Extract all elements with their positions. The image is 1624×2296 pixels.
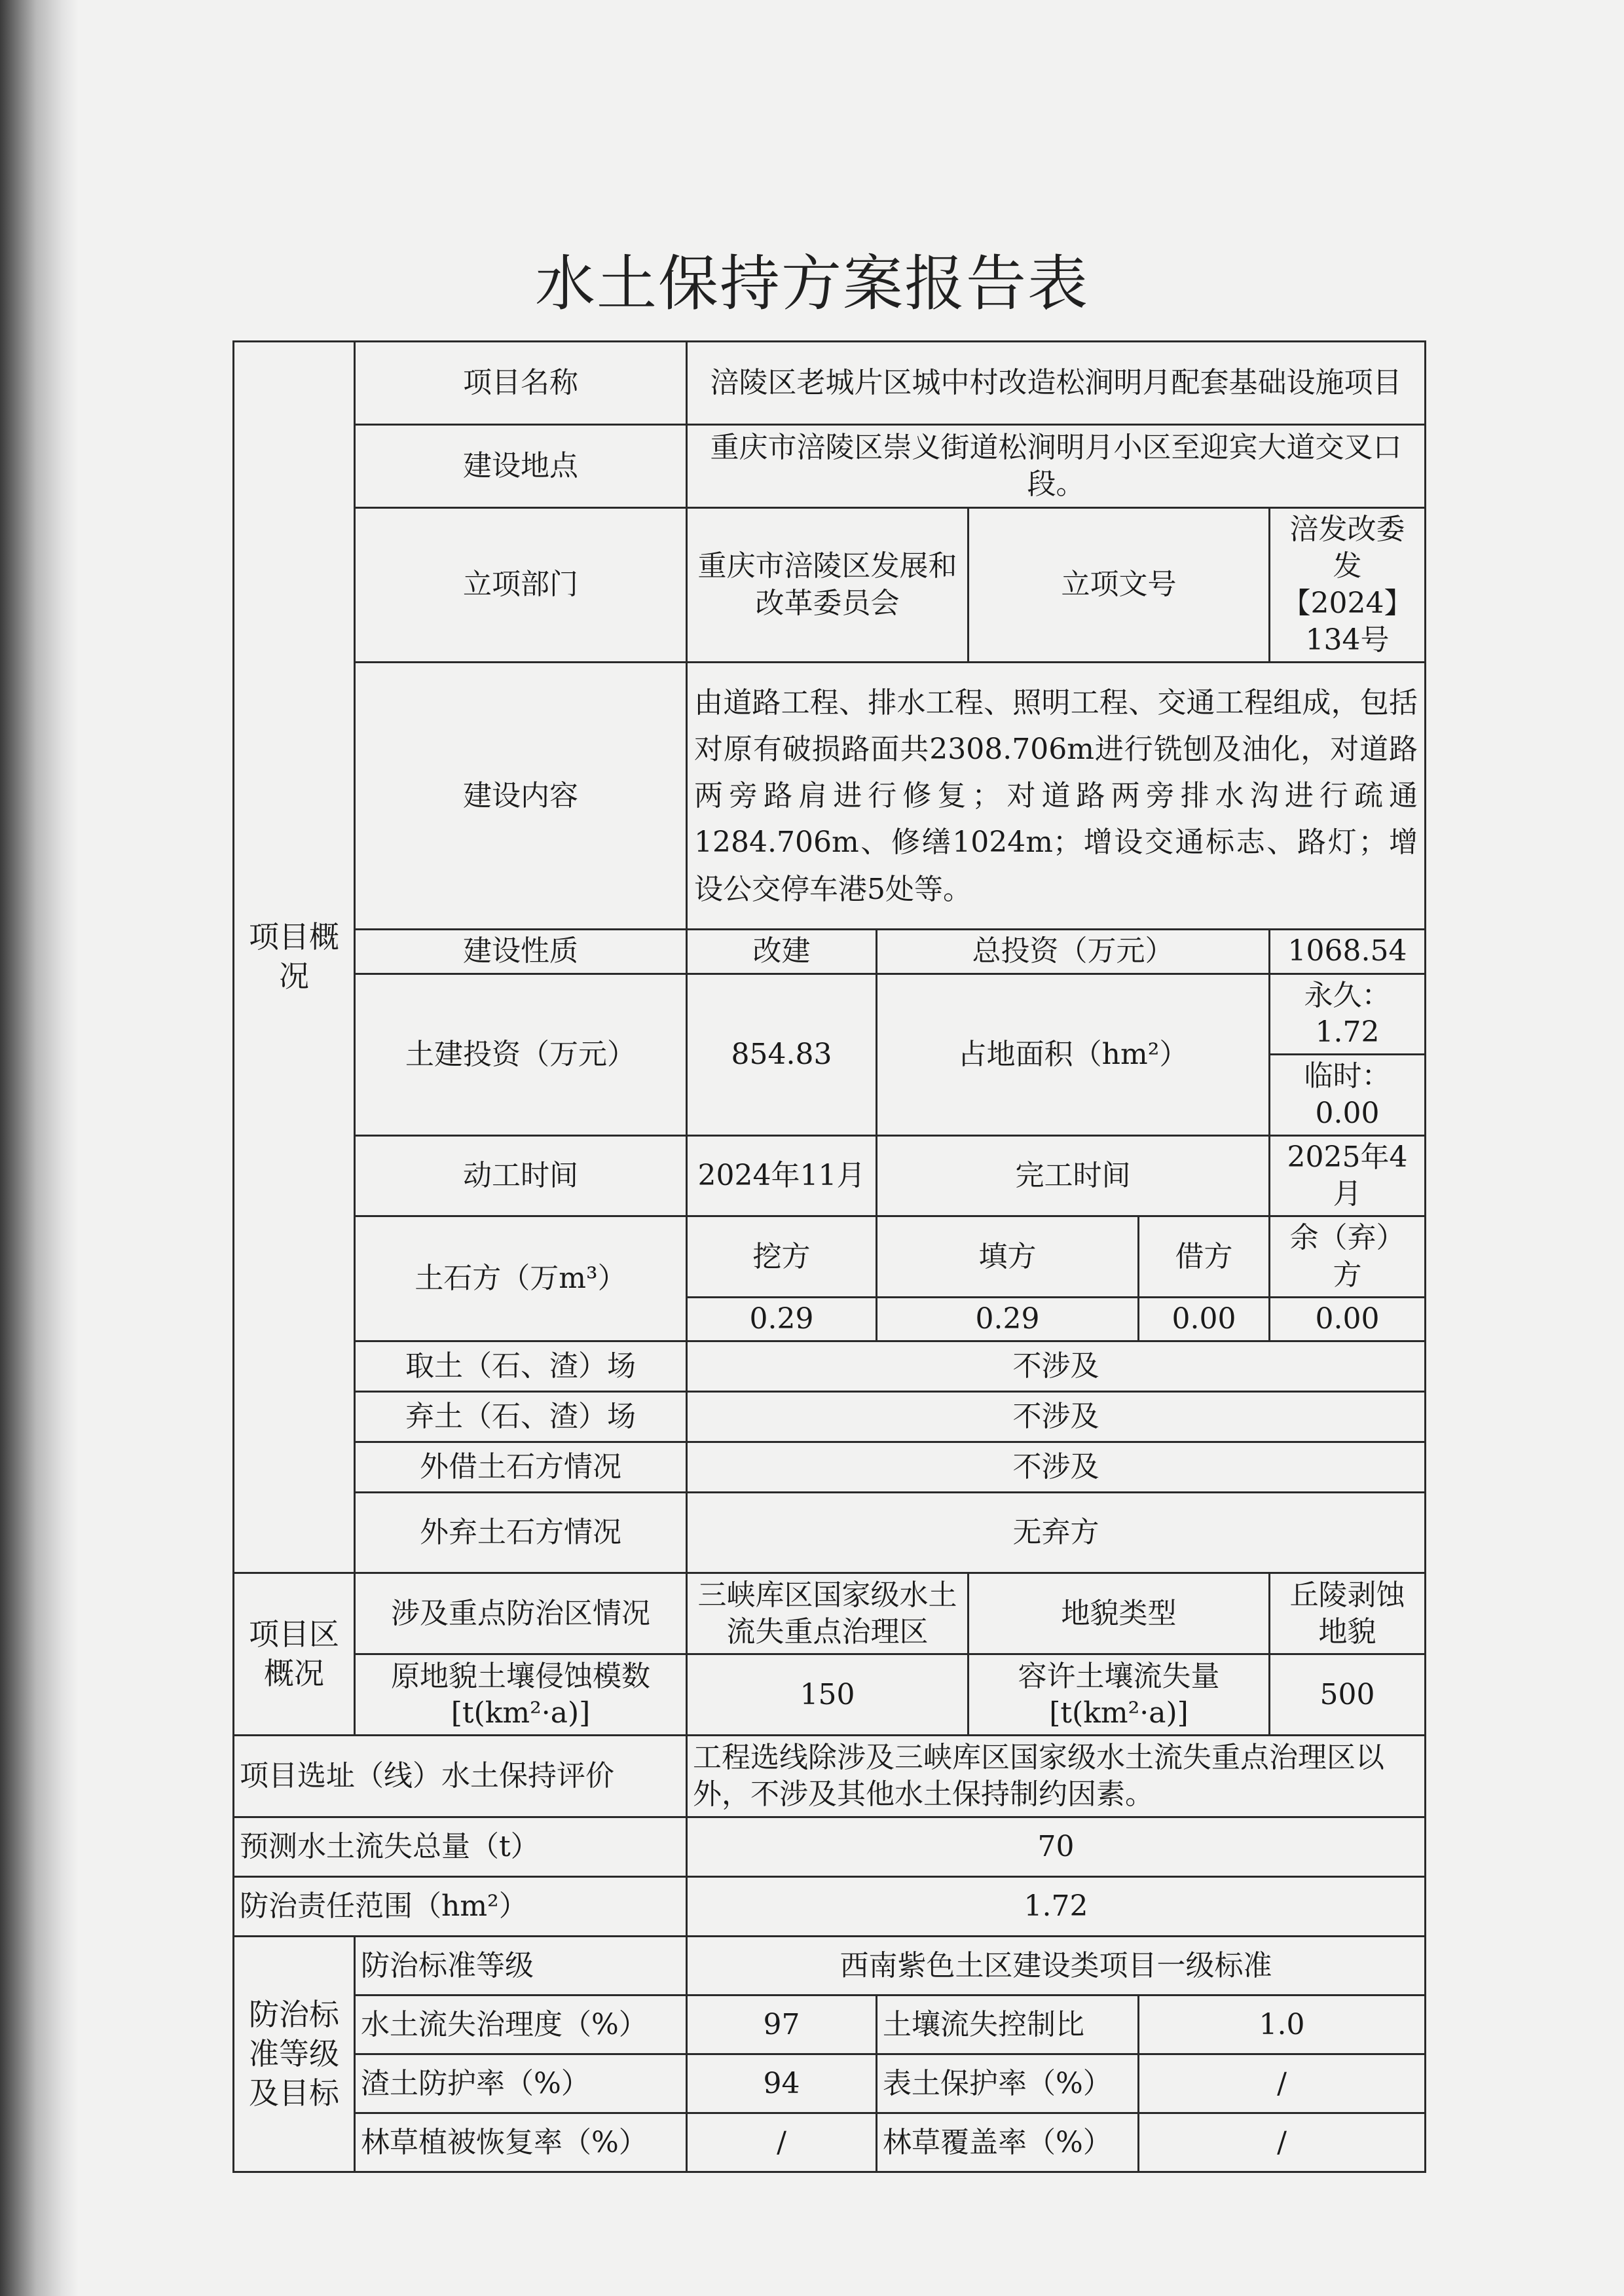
allow-label-line1: 容许土壤流失量 bbox=[1018, 1659, 1220, 1693]
row-site-eval bbox=[234, 1736, 1426, 1817]
category-overview: 项目概况 bbox=[234, 342, 355, 1573]
target-2b-label: 表土保护率（%） bbox=[877, 2054, 1139, 2113]
row-target-2 bbox=[234, 2054, 1426, 2113]
cut-label: 挖方 bbox=[687, 1216, 877, 1298]
end-value: 2025年4月 bbox=[1270, 1135, 1426, 1216]
std-label: 防治标准等级 bbox=[355, 1937, 687, 1995]
row-erosion bbox=[234, 1654, 1426, 1736]
row-loss bbox=[234, 1817, 1426, 1877]
allow-label-line2: [t(km²·a)] bbox=[1049, 1696, 1189, 1730]
row-target-3 bbox=[234, 2113, 1426, 2172]
row-project-name bbox=[234, 342, 1426, 425]
start-label: 动工时间 bbox=[355, 1135, 687, 1216]
fill-label: 填方 bbox=[877, 1216, 1139, 1298]
category-targets: 防治标准等级及目标 bbox=[234, 1937, 355, 2172]
total-invest-label: 总投资（万元） bbox=[877, 930, 1270, 974]
erosion-label-line1: 原地貌土壤侵蚀模数 bbox=[391, 1659, 650, 1693]
key-zone-label: 涉及重点防治区情况 bbox=[355, 1573, 687, 1654]
nature-label: 建设性质 bbox=[355, 930, 687, 974]
borrow-label: 借方 bbox=[1139, 1216, 1270, 1298]
area-label: 占地面积（hm²） bbox=[877, 974, 1270, 1135]
site-eval-label: 项目选址（线）水土保持评价 bbox=[234, 1736, 687, 1817]
earthwork-label: 土石方（万m³） bbox=[355, 1216, 687, 1341]
start-value: 2024年11月 bbox=[687, 1135, 877, 1216]
scope-value: 1.72 bbox=[687, 1877, 1426, 1937]
target-2-label: 渣土防护率（%） bbox=[355, 2054, 687, 2113]
loss-label: 预测水土流失总量（t） bbox=[234, 1817, 687, 1877]
civil-invest-value: 854.83 bbox=[687, 974, 877, 1135]
erosion-label-line2: [t(km²·a)] bbox=[451, 1696, 591, 1730]
row-dept bbox=[234, 508, 1426, 663]
target-3b-value: / bbox=[1139, 2113, 1426, 2172]
borrow-site-value: 不涉及 bbox=[687, 1341, 1426, 1392]
scope-label: 防治责任范围（hm²） bbox=[234, 1877, 687, 1937]
spoil-site-label: 弃土（石、渣）场 bbox=[355, 1392, 687, 1442]
total-invest-value: 1068.54 bbox=[1270, 930, 1426, 974]
content-label: 建设内容 bbox=[355, 663, 687, 930]
site-eval-value: 工程选线除涉及三峡库区国家级水土流失重点治理区以外，不涉及其他水土保持制约因素。 bbox=[687, 1736, 1426, 1817]
area-permanent: 永久：1.72 bbox=[1270, 974, 1426, 1055]
row-ext-borrow bbox=[234, 1442, 1426, 1493]
row-borrow-site bbox=[234, 1341, 1426, 1392]
row-earthwork-head bbox=[234, 1216, 1426, 1298]
civil-invest-label: 土建投资（万元） bbox=[355, 974, 687, 1135]
location-value: 重庆市涪陵区崇义街道松涧明月小区至迎宾大道交叉口段。 bbox=[687, 425, 1426, 508]
cut-value: 0.29 bbox=[687, 1298, 877, 1341]
borrow-value: 0.00 bbox=[1139, 1298, 1270, 1341]
ext-borrow-label: 外借土石方情况 bbox=[355, 1442, 687, 1493]
end-label: 完工时间 bbox=[877, 1135, 1270, 1216]
spoil-site-value: 不涉及 bbox=[687, 1392, 1426, 1442]
landform-label: 地貌类型 bbox=[969, 1573, 1270, 1654]
target-1b-value: 1.0 bbox=[1139, 1995, 1426, 2054]
allow-value: 500 bbox=[1270, 1654, 1426, 1736]
ext-spoil-label: 外弃土石方情况 bbox=[355, 1493, 687, 1573]
target-2-value: 94 bbox=[687, 2054, 877, 2113]
doc-no-value: 涪发改委发【2024】134号 bbox=[1270, 508, 1426, 663]
project-name-value: 涪陵区老城片区城中村改造松涧明月配套基础设施项目 bbox=[687, 342, 1426, 425]
row-nature bbox=[234, 930, 1426, 974]
area-temporary: 临时：0.00 bbox=[1270, 1055, 1426, 1136]
target-3-value: / bbox=[687, 2113, 877, 2172]
key-zone-value: 三峡库区国家级水土流失重点治理区 bbox=[687, 1573, 969, 1654]
row-civil-invest bbox=[234, 974, 1426, 1055]
binding-shadow bbox=[0, 0, 79, 2296]
target-3-label: 林草植被恢复率（%） bbox=[355, 2113, 687, 2172]
allow-label bbox=[969, 1654, 1270, 1736]
page-title: 水土保持方案报告表 bbox=[534, 249, 1089, 319]
target-1b-label: 土壤流失控制比 bbox=[877, 1995, 1139, 2054]
landform-value: 丘陵剥蚀地貌 bbox=[1270, 1573, 1426, 1654]
ext-borrow-value: 不涉及 bbox=[687, 1442, 1426, 1493]
row-std bbox=[234, 1937, 1426, 1995]
fill-value: 0.29 bbox=[877, 1298, 1139, 1341]
dept-label: 立项部门 bbox=[355, 508, 687, 663]
spoil-value: 0.00 bbox=[1270, 1298, 1426, 1341]
dept-value: 重庆市涪陵区发展和改革委员会 bbox=[687, 508, 969, 663]
erosion-label bbox=[355, 1654, 687, 1736]
borrow-site-label: 取土（石、渣）场 bbox=[355, 1341, 687, 1392]
target-1-value: 97 bbox=[687, 1995, 877, 2054]
row-target-1 bbox=[234, 1995, 1426, 2054]
project-name-label: 项目名称 bbox=[355, 342, 687, 425]
row-schedule bbox=[234, 1135, 1426, 1216]
ext-spoil-value: 无弃方 bbox=[687, 1493, 1426, 1573]
content-value: 由道路工程、排水工程、照明工程、交通工程组成，包括对原有破损路面共2308.706m进行铣刨及油化，对道路两旁路肩进行修复；对道路两旁排水沟进行疏通1284.706m、修缮1024m；增设交通标志、路灯；增设公交停车港5处等。 bbox=[687, 663, 1426, 930]
std-value: 西南紫色土区建设类项目一级标准 bbox=[687, 1937, 1426, 1995]
row-spoil-site bbox=[234, 1392, 1426, 1442]
row-location bbox=[234, 425, 1426, 508]
row-content bbox=[234, 663, 1426, 930]
location-label: 建设地点 bbox=[355, 425, 687, 508]
category-zone: 项目区概况 bbox=[234, 1573, 355, 1736]
nature-value: 改建 bbox=[687, 930, 877, 974]
target-1-label: 水土流失治理度（%） bbox=[355, 1995, 687, 2054]
target-3b-label: 林草覆盖率（%） bbox=[877, 2113, 1139, 2172]
erosion-value: 150 bbox=[687, 1654, 969, 1736]
loss-value: 70 bbox=[687, 1817, 1426, 1877]
row-key-zone bbox=[234, 1573, 1426, 1654]
doc-no-label: 立项文号 bbox=[969, 508, 1270, 663]
spoil-label: 余（弃）方 bbox=[1270, 1216, 1426, 1298]
target-2b-value: / bbox=[1139, 2054, 1426, 2113]
row-ext-spoil bbox=[234, 1493, 1426, 1573]
row-scope bbox=[234, 1877, 1426, 1937]
report-table bbox=[232, 340, 1426, 2173]
